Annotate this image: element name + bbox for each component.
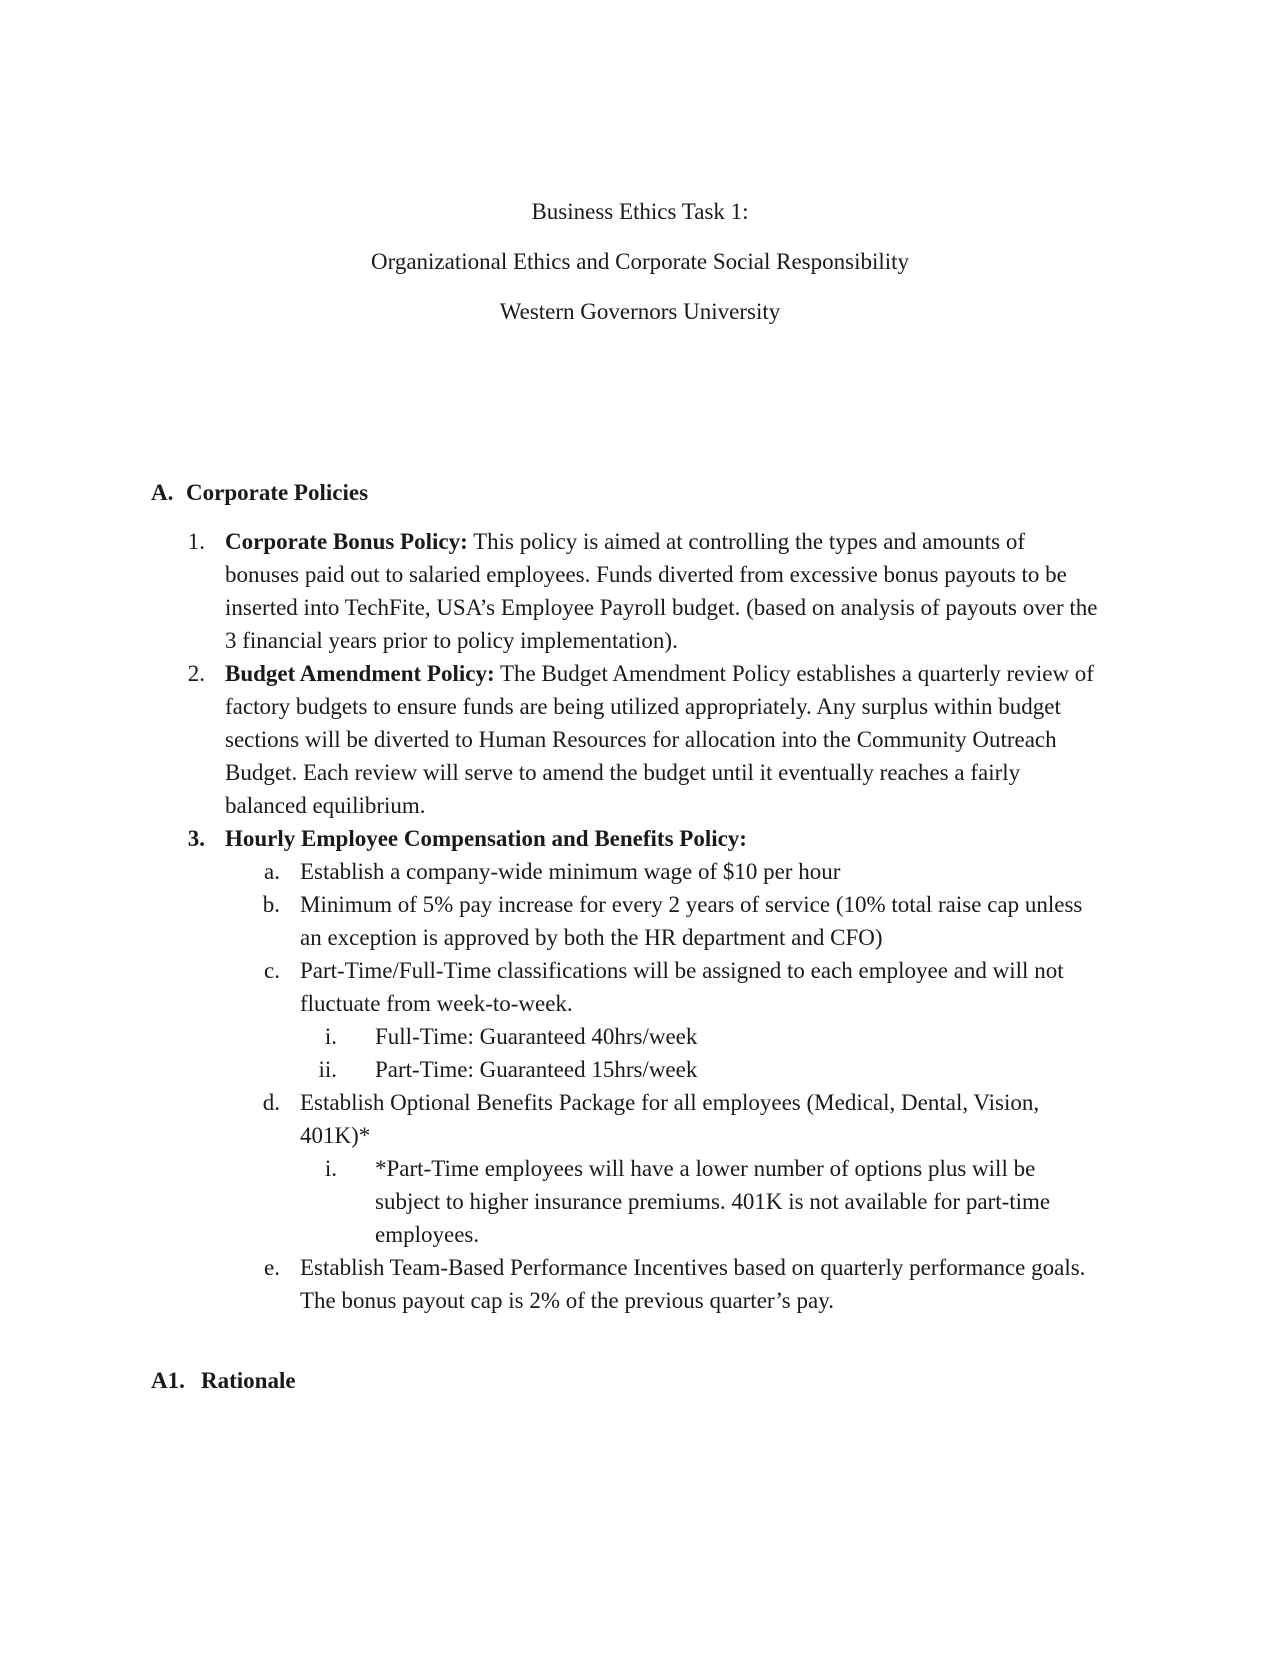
institution-name: Western Governors University <box>499 299 781 324</box>
document-title: Business Ethics Task 1: <box>531 199 749 224</box>
list-marker: 1. <box>187 529 205 554</box>
list-marker: 2. <box>187 661 205 686</box>
list-marker: b. <box>262 892 280 917</box>
list-marker: ii. <box>318 1057 337 1082</box>
list-item-text: Full-Time: Guaranteed 40hrs/week <box>375 1024 698 1049</box>
section-a-number: A. <box>151 480 174 505</box>
list-item-text: Establish a company-wide minimum wage of $10 per hour <box>300 859 841 884</box>
list-item <box>151 954 1101 1020</box>
policy-item <box>151 657 1101 822</box>
list-item-text: Minimum of 5% pay increase for every 2 years of service (10% total raise cap unless an exception is approved by both the HR department and CFO) <box>300 892 1083 950</box>
list-item-text: Establish Team-Based Performance Incentives based on quarterly performance goals. The bonus payout cap is 2% of the previous quarter’s pay. <box>300 1255 1086 1313</box>
list-item <box>151 1053 1101 1086</box>
section-a1-title: Rationale <box>201 1368 296 1393</box>
list-item-text: Part-Time: Guaranteed 15hrs/week <box>375 1057 698 1082</box>
list-marker: 3. <box>187 826 205 851</box>
policy-text: The Budget Amendment Policy establishes a quarterly review of factory budgets to ensure funds are being utilized appropriately. Any surplus within budget sections will be diverted to Human Resources for allocation into the Community Outreach Budget. Each review will serve to amend the budget until it eventually reaches a fairly balanced equilibrium. <box>225 661 1094 818</box>
list-item-text: Establish Optional Benefits Package for all employees (Medical, Dental, Vision, 401K)* <box>300 1090 1040 1148</box>
list-item-text: Part-Time/Full-Time classifications will be assigned to each employee and will not fluctuate from week-to-week. <box>300 958 1064 1016</box>
policy-title: Corporate Bonus Policy: <box>225 529 468 554</box>
list-item <box>151 1152 1101 1251</box>
list-marker: d. <box>262 1090 280 1115</box>
list-marker: c. <box>264 958 280 983</box>
policy-title: Budget Amendment Policy: <box>225 661 495 686</box>
list-item <box>151 1020 1101 1053</box>
section-a-title: Corporate Policies <box>186 480 369 505</box>
section-a1-heading <box>151 1364 296 1397</box>
list-item <box>151 1251 1101 1317</box>
list-marker: e. <box>264 1255 280 1280</box>
title-block <box>0 195 1280 345</box>
policy-text: This policy is aimed at controlling the types and amounts of bonuses paid out to salaried employees. Funds diverted from excessive bonus payouts to be inserted into TechFite, USA’s Employee Payroll budget. (based on analysis of payouts over the 3 financial years prior to policy implementation). <box>225 529 1098 653</box>
policy-item <box>151 525 1101 657</box>
section-a1-number: A1. <box>151 1368 185 1393</box>
list-item <box>151 888 1101 954</box>
policy-item <box>151 822 1101 855</box>
list-item-text: *Part-Time employees will have a lower number of options plus will be subject to higher insurance premiums. 401K is not available for part-time employees. <box>375 1156 1051 1247</box>
list-marker: i. <box>324 1156 337 1181</box>
list-marker: i. <box>324 1024 337 1049</box>
list-item <box>151 1086 1101 1152</box>
policy-list <box>151 525 1101 1317</box>
policy-title: Hourly Employee Compensation and Benefits Policy: <box>225 826 747 851</box>
list-item <box>151 855 1101 888</box>
list-marker: a. <box>264 859 280 884</box>
section-a-heading <box>151 476 368 509</box>
document-subtitle: Organizational Ethics and Corporate Social Responsibility <box>370 249 910 274</box>
